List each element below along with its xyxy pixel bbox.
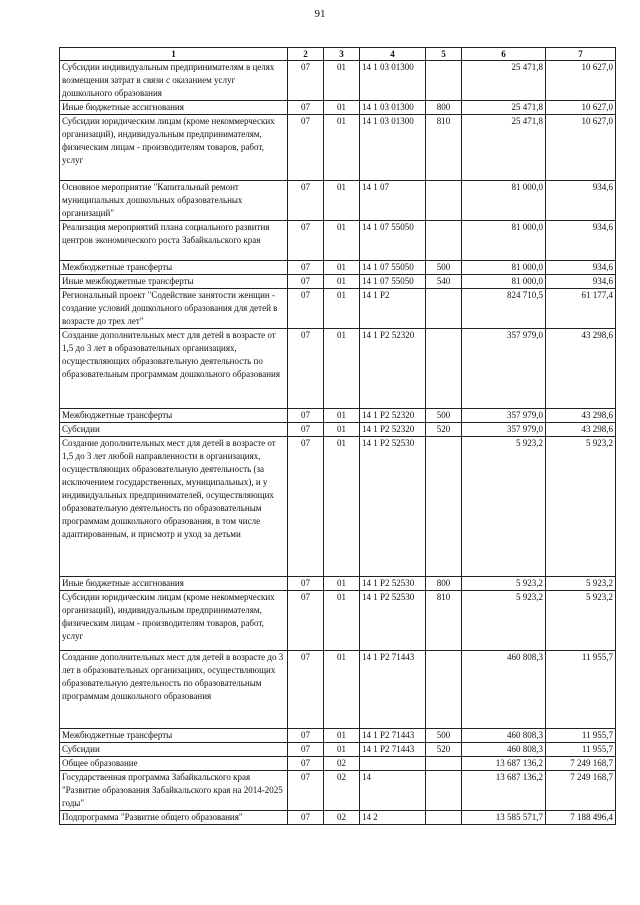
row-name: Реализация мероприятий плана социального развития центров экономического роста Забайкальского края [60, 221, 288, 261]
table-row [60, 221, 616, 261]
header-row [60, 48, 616, 61]
row-sum-1: 81 000,0 [462, 181, 546, 221]
row-subsection: 02 [324, 757, 360, 771]
row-target-code: 14 1 03 01300 [360, 115, 426, 181]
row-subsection: 01 [324, 221, 360, 261]
row-sum-2: 5 923,2 [546, 591, 616, 651]
row-sum-2: 5 923,2 [546, 437, 616, 577]
row-subsection: 01 [324, 577, 360, 591]
row-target-code: 14 1 P2 52320 [360, 423, 426, 437]
table-row [60, 577, 616, 591]
row-subsection: 01 [324, 275, 360, 289]
row-expense-type: 500 [426, 409, 462, 423]
row-expense-type: 800 [426, 577, 462, 591]
row-expense-type [426, 757, 462, 771]
table-row [60, 811, 616, 825]
table-row [60, 743, 616, 757]
row-target-code: 14 1 P2 71443 [360, 729, 426, 743]
row-expense-type [426, 289, 462, 329]
row-target-code: 14 1 03 01300 [360, 101, 426, 115]
row-sum-1: 13 585 571,7 [462, 811, 546, 825]
row-sum-1: 460 808,3 [462, 729, 546, 743]
row-target-code: 14 1 P2 52530 [360, 577, 426, 591]
row-sum-1: 357 979,0 [462, 423, 546, 437]
row-sum-1: 25 471,8 [462, 61, 546, 101]
column-header: 2 [288, 48, 324, 61]
row-section: 07 [288, 409, 324, 423]
row-sum-1: 460 808,3 [462, 651, 546, 729]
row-name: Создание дополнительных мест для детей в возрасте до 3 лет в образовательных организациях, осуществляющих образовательную деятельность по образовательным программам дошкольного образования [60, 651, 288, 729]
row-sum-2: 934,6 [546, 181, 616, 221]
row-sum-2: 11 955,7 [546, 729, 616, 743]
row-expense-type [426, 437, 462, 577]
table-row [60, 115, 616, 181]
row-sum-2: 7 249 168,7 [546, 771, 616, 811]
row-sum-1: 5 923,2 [462, 437, 546, 577]
table-row [60, 729, 616, 743]
row-subsection: 01 [324, 181, 360, 221]
row-name: Межбюджетные трансферты [60, 729, 288, 743]
row-subsection: 01 [324, 437, 360, 577]
row-expense-type [426, 771, 462, 811]
row-section: 07 [288, 115, 324, 181]
row-section: 07 [288, 221, 324, 261]
row-target-code: 14 1 03 01300 [360, 61, 426, 101]
table-row [60, 275, 616, 289]
row-sum-1: 25 471,8 [462, 115, 546, 181]
row-expense-type: 810 [426, 115, 462, 181]
table-row [60, 437, 616, 577]
row-target-code: 14 1 P2 71443 [360, 743, 426, 757]
table-row [60, 261, 616, 275]
row-name: Субсидии юридическим лицам (кроме некоммерческих организаций), индивидуальным предпринимателям, физическим лицам - производителям товаров, работ, услуг [60, 115, 288, 181]
column-header: 3 [324, 48, 360, 61]
row-section: 07 [288, 181, 324, 221]
table-row [60, 757, 616, 771]
row-sum-2: 7 188 496,4 [546, 811, 616, 825]
row-target-code: 14 1 P2 52530 [360, 591, 426, 651]
row-target-code: 14 1 P2 52320 [360, 329, 426, 409]
row-name: Субсидии юридическим лицам (кроме некоммерческих организаций), индивидуальным предпринимателям, физическим лицам - производителям товаров, работ, услуг [60, 591, 288, 651]
row-sum-1: 357 979,0 [462, 329, 546, 409]
row-subsection: 01 [324, 61, 360, 101]
row-section: 07 [288, 437, 324, 577]
row-expense-type [426, 61, 462, 101]
row-section: 07 [288, 743, 324, 757]
row-section: 07 [288, 101, 324, 115]
row-name: Субсидии [60, 743, 288, 757]
row-sum-2: 934,6 [546, 261, 616, 275]
table-row [60, 423, 616, 437]
row-sum-1: 5 923,2 [462, 591, 546, 651]
row-section: 07 [288, 423, 324, 437]
row-subsection: 02 [324, 771, 360, 811]
table-row [60, 651, 616, 729]
row-sum-1: 357 979,0 [462, 409, 546, 423]
row-sum-2: 10 627,0 [546, 115, 616, 181]
row-target-code: 14 [360, 771, 426, 811]
row-name: Иные бюджетные ассигнования [60, 577, 288, 591]
row-sum-1: 13 687 136,2 [462, 757, 546, 771]
row-subsection: 01 [324, 289, 360, 329]
row-subsection: 02 [324, 811, 360, 825]
row-expense-type: 810 [426, 591, 462, 651]
row-sum-2: 61 177,4 [546, 289, 616, 329]
row-name: Основное мероприятие "Капитальный ремонт муниципальных дошкольных образовательных организаций" [60, 181, 288, 221]
row-sum-1: 81 000,0 [462, 261, 546, 275]
row-expense-type [426, 811, 462, 825]
row-expense-type: 520 [426, 743, 462, 757]
row-sum-1: 81 000,0 [462, 275, 546, 289]
row-sum-2: 5 923,2 [546, 577, 616, 591]
table-row [60, 101, 616, 115]
budget-table [59, 47, 616, 825]
row-name: Иные бюджетные ассигнования [60, 101, 288, 115]
row-sum-2: 10 627,0 [546, 101, 616, 115]
row-subsection: 01 [324, 261, 360, 275]
column-header: 5 [426, 48, 462, 61]
row-section: 07 [288, 771, 324, 811]
row-subsection: 01 [324, 329, 360, 409]
row-name: Субсидии [60, 423, 288, 437]
row-subsection: 01 [324, 651, 360, 729]
row-expense-type [426, 181, 462, 221]
row-name: Создание дополнительных мест для детей в возрасте от 1,5 до 3 лет в образовательных организациях, осуществляющих образовательную деятельность по образовательным программам дошкольного образования [60, 329, 288, 409]
row-target-code: 14 1 P2 52530 [360, 437, 426, 577]
row-name: Подпрограмма "Развитие общего образования" [60, 811, 288, 825]
row-expense-type: 500 [426, 261, 462, 275]
row-section: 07 [288, 757, 324, 771]
row-sum-1: 460 808,3 [462, 743, 546, 757]
row-sum-1: 13 687 136,2 [462, 771, 546, 811]
row-sum-1: 25 471,8 [462, 101, 546, 115]
row-name: Межбюджетные трансферты [60, 261, 288, 275]
row-sum-1: 824 710,5 [462, 289, 546, 329]
table-row [60, 409, 616, 423]
row-subsection: 01 [324, 115, 360, 181]
row-target-code [360, 757, 426, 771]
row-sum-2: 934,6 [546, 275, 616, 289]
row-subsection: 01 [324, 101, 360, 115]
row-sum-2: 43 298,6 [546, 423, 616, 437]
row-sum-2: 11 955,7 [546, 651, 616, 729]
row-section: 07 [288, 261, 324, 275]
row-section: 07 [288, 289, 324, 329]
row-section: 07 [288, 275, 324, 289]
row-section: 07 [288, 729, 324, 743]
row-sum-2: 43 298,6 [546, 409, 616, 423]
row-name: Субсидии индивидуальным предпринимателям в целях возмещения затрат в связи с оказанием услуг дошкольного образования [60, 61, 288, 101]
row-sum-1: 5 923,2 [462, 577, 546, 591]
row-name: Государственная программа Забайкальского края "Развитие образования Забайкальского края на 2014-2025 годы" [60, 771, 288, 811]
row-subsection: 01 [324, 423, 360, 437]
table-row [60, 289, 616, 329]
page-number: 91 [314, 8, 326, 20]
table-row [60, 181, 616, 221]
column-header: 1 [60, 48, 288, 61]
column-header: 4 [360, 48, 426, 61]
row-target-code: 14 1 P2 52320 [360, 409, 426, 423]
row-subsection: 01 [324, 591, 360, 651]
row-target-code: 14 2 [360, 811, 426, 825]
row-subsection: 01 [324, 409, 360, 423]
row-section: 07 [288, 577, 324, 591]
row-expense-type: 520 [426, 423, 462, 437]
row-expense-type: 800 [426, 101, 462, 115]
row-expense-type [426, 221, 462, 261]
row-expense-type [426, 329, 462, 409]
table-row [60, 329, 616, 409]
column-header: 6 [462, 48, 546, 61]
row-subsection: 01 [324, 743, 360, 757]
row-sum-2: 11 955,7 [546, 743, 616, 757]
row-subsection: 01 [324, 729, 360, 743]
table-row [60, 771, 616, 811]
row-target-code: 14 1 07 55050 [360, 261, 426, 275]
row-sum-2: 10 627,0 [546, 61, 616, 101]
row-target-code: 14 1 07 [360, 181, 426, 221]
row-expense-type: 540 [426, 275, 462, 289]
row-expense-type: 500 [426, 729, 462, 743]
row-sum-1: 81 000,0 [462, 221, 546, 261]
row-section: 07 [288, 811, 324, 825]
row-name: Создание дополнительных мест для детей в возрасте от 1,5 до 3 лет любой направленности в организациях, осуществляющих образовательную деятельность (за исключением государственных, муниципальных), и у индивидуальных предпринимателей, осуществляющих образовательную деятельность по образовательным программам дошкольного образования, в том числе адаптированным, и присмотр и уход за детьми [60, 437, 288, 577]
row-target-code: 14 1 P2 [360, 289, 426, 329]
column-header: 7 [546, 48, 616, 61]
table-row [60, 61, 616, 101]
row-name: Общее образование [60, 757, 288, 771]
row-section: 07 [288, 329, 324, 409]
table-row [60, 591, 616, 651]
row-target-code: 14 1 07 55050 [360, 221, 426, 261]
row-expense-type [426, 651, 462, 729]
row-sum-2: 934,6 [546, 221, 616, 261]
row-section: 07 [288, 591, 324, 651]
row-section: 07 [288, 61, 324, 101]
row-sum-2: 7 249 168,7 [546, 757, 616, 771]
row-name: Региональный проект "Содействие занятости женщин - создание условий дошкольного образования для детей в возрасте до трех лет" [60, 289, 288, 329]
row-target-code: 14 1 P2 71443 [360, 651, 426, 729]
row-sum-2: 43 298,6 [546, 329, 616, 409]
row-section: 07 [288, 651, 324, 729]
row-name: Иные межбюджетные трансферты [60, 275, 288, 289]
row-target-code: 14 1 07 55050 [360, 275, 426, 289]
row-name: Межбюджетные трансферты [60, 409, 288, 423]
